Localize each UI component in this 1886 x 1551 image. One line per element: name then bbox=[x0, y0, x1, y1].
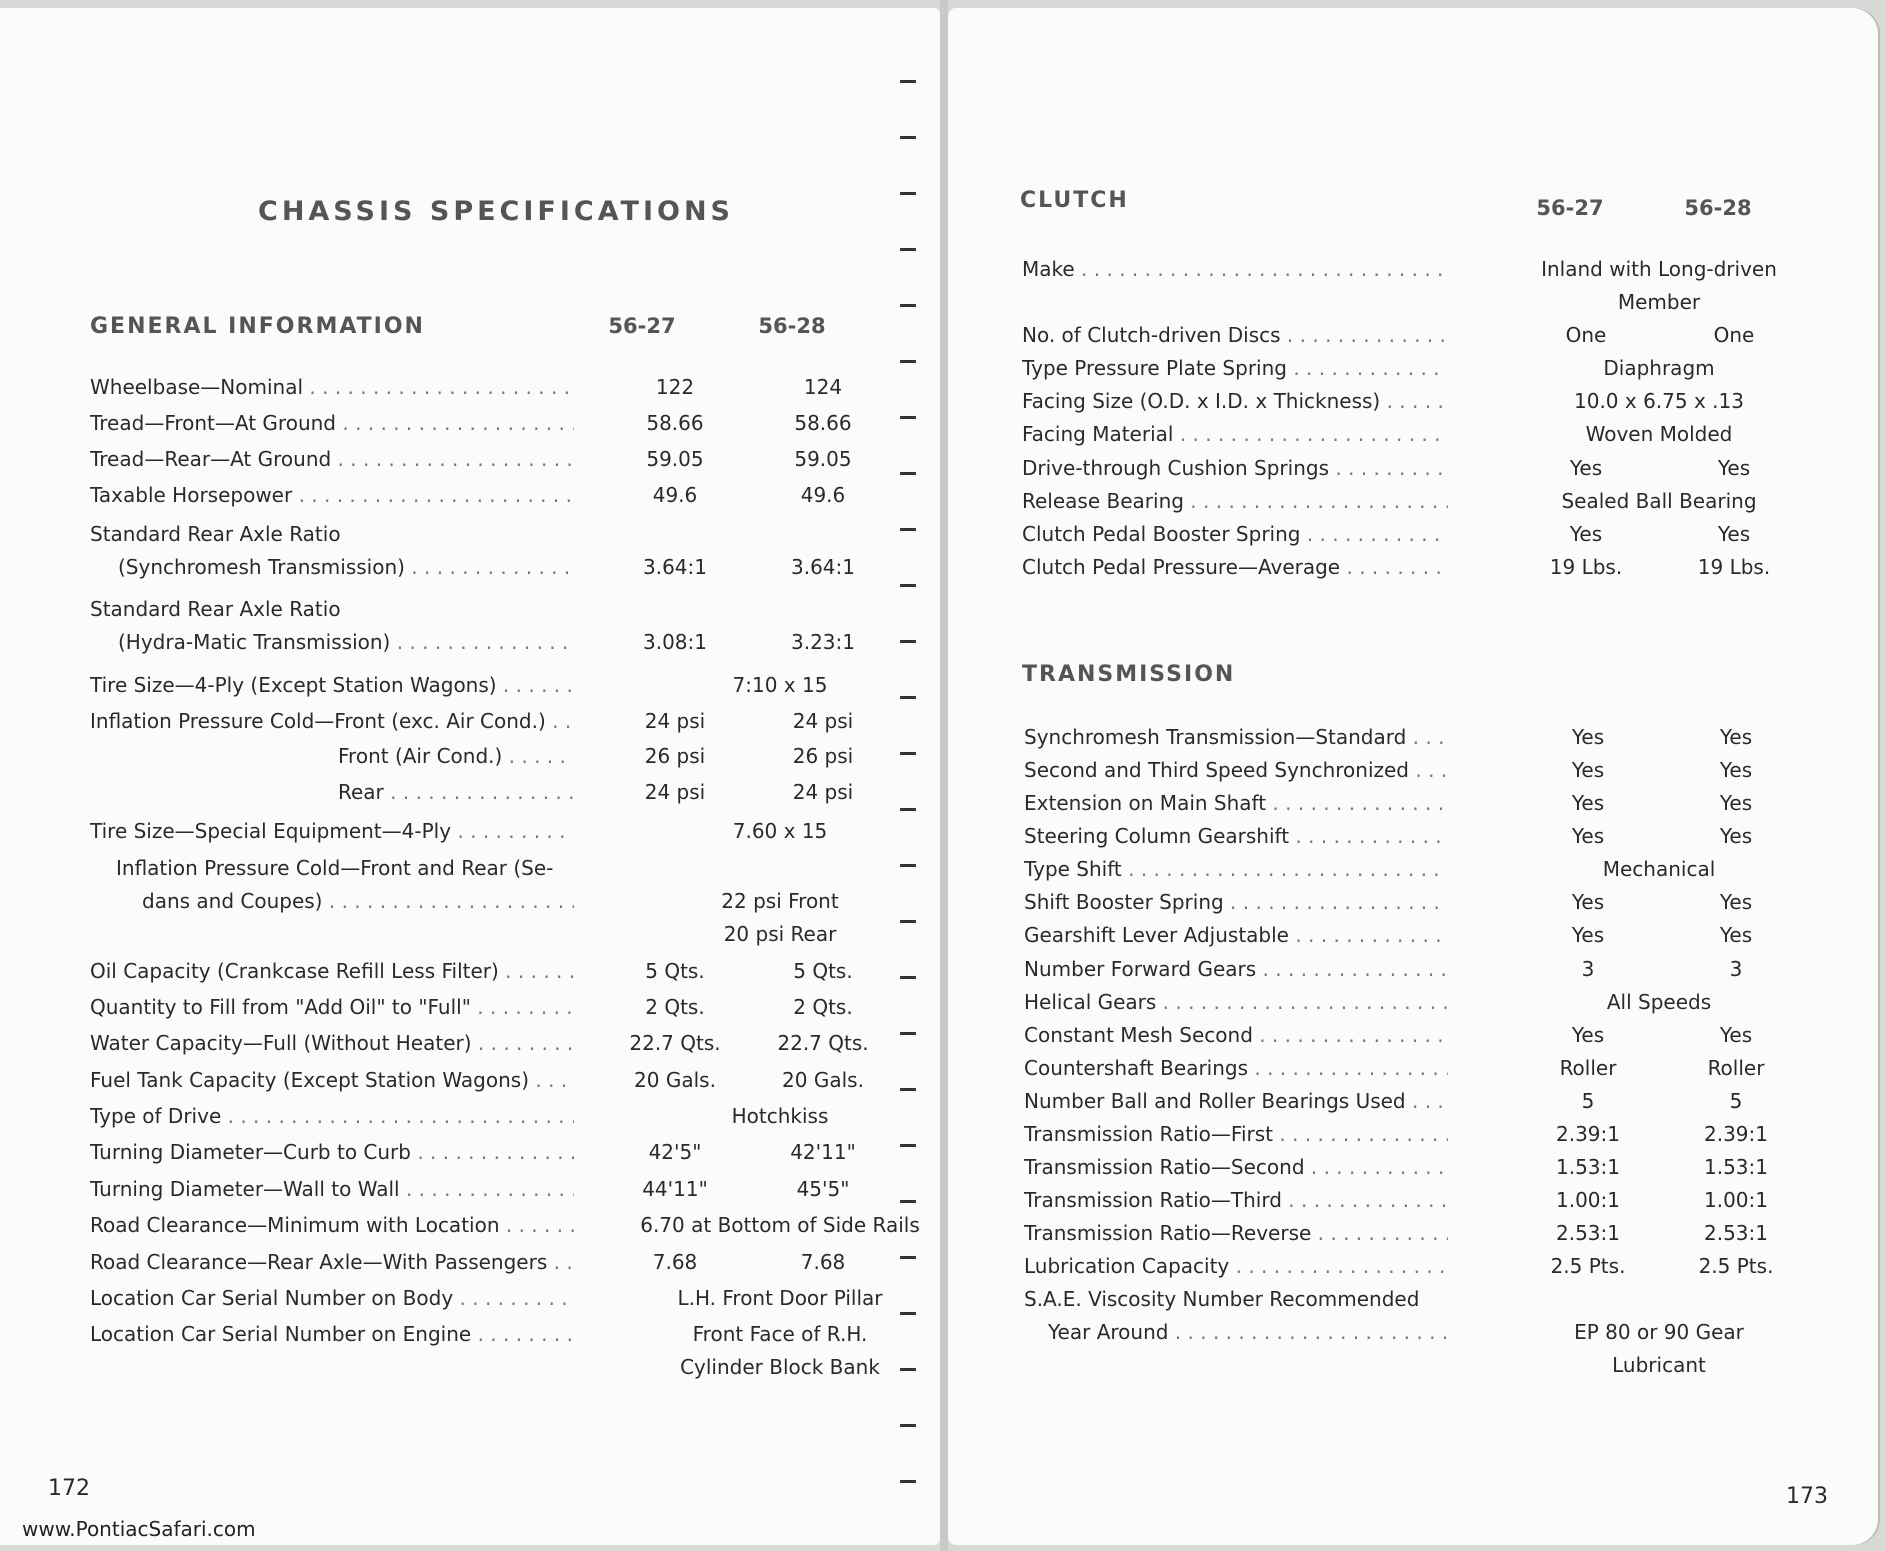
row-label: Countershaft Bearings . . . bbox=[1024, 1053, 1448, 1083]
table-row bbox=[90, 853, 880, 885]
row-value-56-27: 26 psi bbox=[644, 744, 706, 768]
binding-hole bbox=[900, 696, 916, 699]
row-label: Synchromesh Transmission—Standard . . . bbox=[1024, 722, 1448, 752]
row-label: Clutch Pedal Pressure—Average . . . bbox=[1022, 552, 1448, 582]
row-value-56-28: 26 psi bbox=[792, 744, 854, 768]
row-value-both: L.H. Front Door Pillar bbox=[677, 1286, 883, 1310]
row-value-56-27: 2.53:1 bbox=[1556, 1221, 1620, 1245]
row-value-56-28: 124 bbox=[803, 375, 843, 399]
row-label: Standard Rear Axle Ratio bbox=[90, 597, 341, 621]
table-row bbox=[90, 1065, 880, 1097]
table-row bbox=[90, 594, 880, 626]
row-value-56-28: 45'5" bbox=[796, 1177, 850, 1201]
table-row bbox=[90, 1174, 880, 1206]
row-value-both: Hotchkiss bbox=[731, 1104, 829, 1128]
row-label: Location Car Serial Number on Engine . . . bbox=[90, 1319, 574, 1349]
row-value-both: All Speeds bbox=[1606, 990, 1712, 1014]
row-value-56-28: 3 bbox=[1729, 957, 1743, 981]
row-value-both: 7:10 x 15 bbox=[732, 673, 828, 697]
row-label: Make . . . bbox=[1022, 254, 1448, 284]
table-row bbox=[90, 1137, 880, 1169]
row-value-both: 6.70 at Bottom of Side Rails bbox=[640, 1213, 920, 1237]
row-value-56-27: 122 bbox=[655, 375, 695, 399]
table-row bbox=[90, 777, 880, 809]
table-row bbox=[90, 741, 880, 773]
table-row bbox=[1022, 519, 1812, 551]
binding-hole bbox=[900, 1200, 916, 1203]
row-value-56-27: 59.05 bbox=[646, 447, 704, 471]
row-value-56-28: Yes bbox=[1717, 456, 1751, 480]
row-label: Inflation Pressure Cold—Front (exc. Air Cond.) . . . bbox=[90, 706, 574, 736]
row-label: Rear . . . bbox=[338, 777, 574, 807]
row-label: Tread—Front—At Ground . . . bbox=[90, 408, 574, 438]
row-value-56-28: 7.68 bbox=[800, 1250, 846, 1274]
row-label: S.A.E. Viscosity Number Recommended bbox=[1024, 1287, 1420, 1311]
page-number-right: 173 bbox=[1786, 1484, 1828, 1509]
row-label: Lubrication Capacity . . . bbox=[1024, 1251, 1448, 1281]
row-value-56-28: Roller bbox=[1707, 1056, 1765, 1080]
binding-hole bbox=[900, 864, 916, 867]
row-value-56-27: Yes bbox=[1571, 923, 1605, 947]
row-value-both: 22 psi Front bbox=[721, 889, 839, 913]
row-label: Number Forward Gears . . . bbox=[1024, 954, 1448, 984]
table-row bbox=[90, 992, 880, 1024]
row-value-56-27: Yes bbox=[1569, 456, 1603, 480]
table-row bbox=[90, 627, 880, 659]
row-value-56-28: 24 psi bbox=[792, 709, 854, 733]
table-row bbox=[1024, 1350, 1814, 1382]
table-row bbox=[90, 919, 880, 951]
clutch-column-header-56-28: 56-28 bbox=[1684, 196, 1752, 220]
row-value-56-27: Yes bbox=[1571, 1023, 1605, 1047]
table-row bbox=[1024, 788, 1814, 820]
section-heading-clutch: CLUTCH bbox=[1020, 188, 1129, 213]
row-value-both: Mechanical bbox=[1602, 857, 1716, 881]
row-value-56-27: Yes bbox=[1571, 890, 1605, 914]
row-value-both: Woven Molded bbox=[1585, 422, 1733, 446]
table-row bbox=[1024, 1020, 1814, 1052]
row-value-both: 20 psi Rear bbox=[723, 922, 837, 946]
binding-hole bbox=[900, 248, 916, 251]
table-row bbox=[1024, 854, 1814, 886]
row-label: Location Car Serial Number on Body . . . bbox=[90, 1283, 574, 1313]
row-value-56-27: 5 Qts. bbox=[645, 959, 705, 983]
row-label: Facing Size (O.D. x I.D. x Thickness) . . . bbox=[1022, 386, 1448, 416]
row-value-56-27: One bbox=[1565, 323, 1607, 347]
binding-hole bbox=[900, 752, 916, 755]
row-value-56-27: 3 bbox=[1581, 957, 1595, 981]
binding-hole bbox=[900, 304, 916, 307]
row-value-56-28: 22.7 Qts. bbox=[777, 1031, 869, 1055]
row-value-56-28: 2.53:1 bbox=[1704, 1221, 1768, 1245]
row-label: Drive-through Cushion Springs . . . bbox=[1022, 453, 1448, 483]
row-label: Type Shift . . . bbox=[1024, 854, 1448, 884]
row-label: Extension on Main Shaft . . . bbox=[1024, 788, 1448, 818]
table-row bbox=[1022, 419, 1812, 451]
table-row bbox=[1022, 353, 1812, 385]
binding-hole bbox=[900, 360, 916, 363]
table-row bbox=[1024, 1053, 1814, 1085]
table-row bbox=[90, 670, 880, 702]
row-label: Water Capacity—Full (Without Heater) . . . bbox=[90, 1028, 574, 1058]
row-label: Transmission Ratio—Third . . . bbox=[1024, 1185, 1448, 1215]
row-label: Tire Size—Special Equipment—4-Ply . . . bbox=[90, 816, 574, 846]
row-value-both: Lubricant bbox=[1612, 1353, 1706, 1377]
section-heading-general-information: GENERAL INFORMATION bbox=[90, 314, 425, 339]
table-row bbox=[90, 816, 880, 848]
row-value-56-28: Yes bbox=[1719, 791, 1753, 815]
row-value-56-27: 1.00:1 bbox=[1556, 1188, 1620, 1212]
row-value-both: Member bbox=[1617, 290, 1701, 314]
row-value-56-27: 44'11" bbox=[642, 1177, 708, 1201]
row-label: Inflation Pressure Cold—Front and Rear (Se- bbox=[116, 856, 554, 880]
table-row bbox=[90, 372, 880, 404]
row-value-56-28: 3.64:1 bbox=[791, 555, 855, 579]
row-value-56-27: Yes bbox=[1569, 522, 1603, 546]
table-row bbox=[1024, 1185, 1814, 1217]
binding-hole bbox=[900, 1144, 916, 1147]
table-row bbox=[1024, 887, 1814, 919]
row-value-56-27: 2.5 Pts. bbox=[1550, 1254, 1626, 1278]
row-value-both: 10.0 x 6.75 x .13 bbox=[1574, 389, 1744, 413]
row-value-56-28: 5 bbox=[1729, 1089, 1743, 1113]
row-value-56-28: 2.39:1 bbox=[1704, 1122, 1768, 1146]
row-value-56-28: 49.6 bbox=[800, 483, 846, 507]
row-label: Tread—Rear—At Ground . . . bbox=[90, 444, 574, 474]
table-row bbox=[90, 1101, 880, 1133]
row-label: Constant Mesh Second . . . bbox=[1024, 1020, 1448, 1050]
binding-hole bbox=[900, 472, 916, 475]
table-row bbox=[1022, 386, 1812, 418]
row-value-both: EP 80 or 90 Gear bbox=[1574, 1320, 1744, 1344]
table-row bbox=[90, 1352, 880, 1384]
row-label: (Hydra-Matic Transmission) . . . bbox=[118, 627, 574, 657]
row-value-56-28: 5 Qts. bbox=[793, 959, 853, 983]
row-value-56-27: 3.08:1 bbox=[643, 630, 707, 654]
table-row bbox=[90, 552, 880, 584]
row-label: Fuel Tank Capacity (Except Station Wagons) . . . bbox=[90, 1065, 574, 1095]
table-row bbox=[1022, 552, 1812, 584]
row-label: Front (Air Cond.) . . . bbox=[338, 741, 574, 771]
table-row bbox=[1024, 755, 1814, 787]
table-row bbox=[1024, 821, 1814, 853]
row-label: Facing Material . . . bbox=[1022, 419, 1448, 449]
binding-hole bbox=[900, 1368, 916, 1371]
binding-hole bbox=[900, 80, 916, 83]
row-value-56-27: Yes bbox=[1571, 725, 1605, 749]
binding-hole bbox=[900, 1256, 916, 1259]
row-value-56-27: Roller bbox=[1559, 1056, 1617, 1080]
table-row bbox=[90, 480, 880, 512]
row-label: Transmission Ratio—Reverse . . . bbox=[1024, 1218, 1448, 1248]
table-row bbox=[90, 956, 880, 988]
table-row bbox=[90, 706, 880, 738]
row-label: dans and Coupes) . . . bbox=[142, 886, 574, 916]
table-row bbox=[1024, 954, 1814, 986]
binding-hole bbox=[900, 808, 916, 811]
row-label: Road Clearance—Minimum with Location . . . bbox=[90, 1210, 574, 1240]
table-row bbox=[1024, 1317, 1814, 1349]
table-row bbox=[1024, 722, 1814, 754]
row-value-56-27: 2.39:1 bbox=[1556, 1122, 1620, 1146]
row-value-56-27: Yes bbox=[1571, 758, 1605, 782]
row-value-56-28: Yes bbox=[1719, 725, 1753, 749]
row-value-56-27: Yes bbox=[1571, 824, 1605, 848]
row-value-56-27: 20 Gals. bbox=[634, 1068, 716, 1092]
binding-hole bbox=[900, 1312, 916, 1315]
row-value-56-28: Yes bbox=[1719, 890, 1753, 914]
row-label: Road Clearance—Rear Axle—With Passengers . . . bbox=[90, 1247, 574, 1277]
row-label: No. of Clutch-driven Discs . . . bbox=[1022, 320, 1448, 350]
row-label: Turning Diameter—Wall to Wall . . . bbox=[90, 1174, 574, 1204]
row-label: Clutch Pedal Booster Spring . . . bbox=[1022, 519, 1448, 549]
row-value-56-28: 20 Gals. bbox=[782, 1068, 864, 1092]
row-value-56-27: 5 bbox=[1581, 1089, 1595, 1113]
binding-hole bbox=[900, 192, 916, 195]
table-row bbox=[1022, 453, 1812, 485]
binding-hole bbox=[900, 976, 916, 979]
row-value-56-27: 49.6 bbox=[652, 483, 698, 507]
binding-hole bbox=[900, 136, 916, 139]
row-value-56-28: 19 Lbs. bbox=[1697, 555, 1771, 579]
table-row bbox=[90, 444, 880, 476]
table-row bbox=[90, 1028, 880, 1060]
row-value-56-27: 22.7 Qts. bbox=[629, 1031, 721, 1055]
binding-hole bbox=[900, 1032, 916, 1035]
binding-hole bbox=[900, 1424, 916, 1427]
row-value-56-27: 24 psi bbox=[644, 709, 706, 733]
row-label: (Synchromesh Transmission) . . . bbox=[118, 552, 574, 582]
row-label: Release Bearing . . . bbox=[1022, 486, 1448, 516]
row-label: Oil Capacity (Crankcase Refill Less Filter) . . . bbox=[90, 956, 574, 986]
binding-hole bbox=[900, 920, 916, 923]
row-label: Quantity to Fill from "Add Oil" to "Full" . . . bbox=[90, 992, 574, 1022]
section-heading-transmission: TRANSMISSION bbox=[1022, 662, 1236, 687]
table-row bbox=[90, 1247, 880, 1279]
table-row bbox=[1024, 1284, 1814, 1316]
row-label: Steering Column Gearshift . . . bbox=[1024, 821, 1448, 851]
row-label: Number Ball and Roller Bearings Used . . . bbox=[1024, 1086, 1448, 1116]
column-header-56-28: 56-28 bbox=[758, 314, 826, 338]
row-label: Type of Drive . . . bbox=[90, 1101, 574, 1131]
row-value-56-28: 1.00:1 bbox=[1704, 1188, 1768, 1212]
page-title: CHASSIS SPECIFICATIONS bbox=[258, 196, 734, 227]
binding-hole bbox=[900, 416, 916, 419]
table-row bbox=[90, 519, 880, 551]
left-page bbox=[0, 8, 940, 1545]
row-value-56-28: One bbox=[1713, 323, 1755, 347]
row-value-56-27: 2 Qts. bbox=[645, 995, 705, 1019]
row-label: Taxable Horsepower . . . bbox=[90, 480, 574, 510]
row-value-56-27: 1.53:1 bbox=[1556, 1155, 1620, 1179]
row-value-56-28: 24 psi bbox=[792, 780, 854, 804]
row-value-56-28: Yes bbox=[1719, 923, 1753, 947]
binding-hole bbox=[900, 640, 916, 643]
table-row bbox=[1022, 287, 1812, 319]
table-row bbox=[1024, 920, 1814, 952]
row-label: Year Around . . . bbox=[1048, 1317, 1448, 1347]
row-value-56-28: 2.5 Pts. bbox=[1698, 1254, 1774, 1278]
binding-hole bbox=[900, 528, 916, 531]
page-number-left: 172 bbox=[48, 1476, 90, 1501]
row-label: Standard Rear Axle Ratio bbox=[90, 522, 341, 546]
row-value-56-28: 59.05 bbox=[794, 447, 852, 471]
row-value-56-27: 19 Lbs. bbox=[1549, 555, 1623, 579]
row-value-both: Diaphragm bbox=[1603, 356, 1715, 380]
table-row bbox=[1024, 1086, 1814, 1118]
row-value-both: Front Face of R.H. bbox=[692, 1322, 868, 1346]
row-value-both: Inland with Long-driven bbox=[1541, 257, 1777, 281]
table-row bbox=[90, 1319, 880, 1351]
row-value-56-28: Yes bbox=[1719, 758, 1753, 782]
row-label: Shift Booster Spring . . . bbox=[1024, 887, 1448, 917]
row-value-56-28: Yes bbox=[1717, 522, 1751, 546]
row-value-56-27: 42'5" bbox=[648, 1140, 702, 1164]
table-row bbox=[1024, 1218, 1814, 1250]
table-row bbox=[1022, 486, 1812, 518]
row-value-both: 7.60 x 15 bbox=[732, 819, 828, 843]
row-value-56-28: 2 Qts. bbox=[793, 995, 853, 1019]
row-label: Wheelbase—Nominal . . . bbox=[90, 372, 574, 402]
table-row bbox=[90, 886, 880, 918]
row-value-56-27: 7.68 bbox=[652, 1250, 698, 1274]
book-spine bbox=[940, 0, 948, 1551]
table-row bbox=[1024, 1251, 1814, 1283]
row-value-56-27: 58.66 bbox=[646, 411, 704, 435]
table-row bbox=[1022, 320, 1812, 352]
row-value-56-28: 1.53:1 bbox=[1704, 1155, 1768, 1179]
row-label: Gearshift Lever Adjustable . . . bbox=[1024, 920, 1448, 950]
row-value-56-27: 3.64:1 bbox=[643, 555, 707, 579]
binding-hole bbox=[900, 584, 916, 587]
table-row bbox=[90, 408, 880, 440]
row-label: Type Pressure Plate Spring . . . bbox=[1022, 353, 1448, 383]
table-row bbox=[90, 1283, 883, 1315]
table-row bbox=[1024, 1152, 1814, 1184]
row-value-56-28: Yes bbox=[1719, 824, 1753, 848]
row-value-56-28: Yes bbox=[1719, 1023, 1753, 1047]
row-label: Helical Gears . . . bbox=[1024, 987, 1448, 1017]
row-label: Transmission Ratio—First . . . bbox=[1024, 1119, 1448, 1149]
row-label: Turning Diameter—Curb to Curb . . . bbox=[90, 1137, 574, 1167]
right-page bbox=[948, 8, 1878, 1545]
row-label: Tire Size—4-Ply (Except Station Wagons) . . . bbox=[90, 670, 574, 700]
row-value-both: Cylinder Block Bank bbox=[680, 1355, 880, 1379]
row-value-56-27: 24 psi bbox=[644, 780, 706, 804]
row-value-56-27: Yes bbox=[1571, 791, 1605, 815]
clutch-column-header-56-27: 56-27 bbox=[1536, 196, 1604, 220]
column-header-56-27: 56-27 bbox=[608, 314, 676, 338]
row-label: Second and Third Speed Synchronized . . . bbox=[1024, 755, 1448, 785]
table-row bbox=[1022, 254, 1812, 286]
table-row bbox=[1024, 1119, 1814, 1151]
row-value-56-28: 42'11" bbox=[790, 1140, 856, 1164]
table-row bbox=[90, 1210, 920, 1242]
binding-hole bbox=[900, 1088, 916, 1091]
row-label: Transmission Ratio—Second . . . bbox=[1024, 1152, 1448, 1182]
row-value-both: Sealed Ball Bearing bbox=[1561, 489, 1757, 513]
row-value-56-28: 58.66 bbox=[794, 411, 852, 435]
row-value-56-28: 3.23:1 bbox=[791, 630, 855, 654]
source-url: www.PontiacSafari.com bbox=[22, 1517, 256, 1541]
binding-hole bbox=[900, 1480, 916, 1483]
table-row bbox=[1024, 987, 1814, 1019]
